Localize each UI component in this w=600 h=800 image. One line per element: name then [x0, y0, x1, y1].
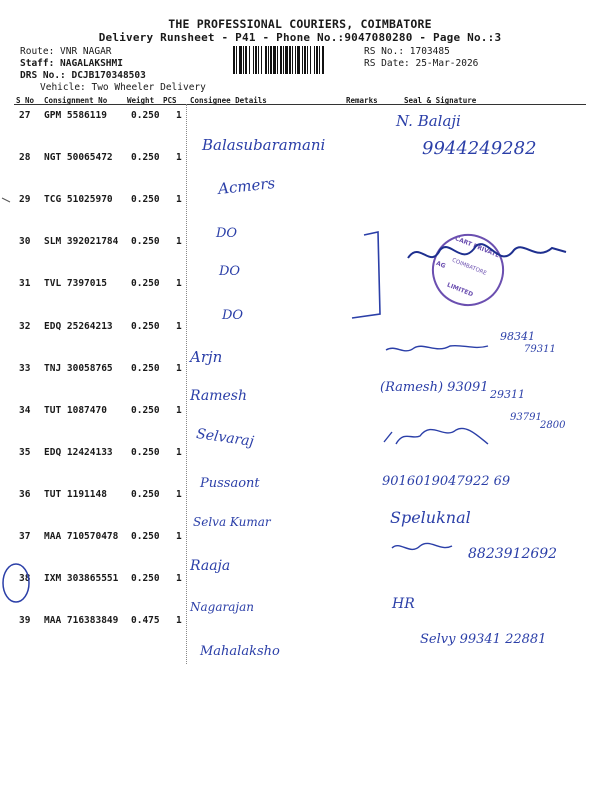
row-pcs: 1 — [176, 363, 182, 374]
row-pcs: 1 — [176, 278, 182, 289]
signature-hand: Speluknal — [390, 508, 471, 527]
signature-hand: Selvy 99341 22881 — [420, 632, 547, 647]
col-seal: Seal & Signature — [404, 96, 477, 105]
row-pcs: 1 — [176, 489, 182, 500]
consignee-hand: Acmers — [217, 174, 276, 198]
row-sno: 35 — [19, 447, 31, 458]
row-sno: 31 — [19, 278, 31, 289]
consignee-hand: DO — [216, 226, 238, 241]
signature-hand: 98341 — [500, 330, 535, 343]
signature-hand: 2800 — [540, 420, 566, 431]
col-consignee: Consignee Details — [190, 96, 267, 105]
col-weight: Weight — [127, 96, 155, 105]
row-sno: 27 — [19, 110, 31, 121]
row-consignment: IXM 303865551 — [44, 573, 119, 584]
row-consignment: NGT 50065472 — [44, 152, 113, 163]
row-consignment: TUT 1191148 — [44, 489, 107, 500]
route-label: Route: VNR NAGAR — [20, 46, 112, 57]
stamp-text-top: CART PRIVATE — [453, 235, 501, 260]
row-pcs: 1 — [176, 615, 182, 626]
signature-scribble — [384, 428, 488, 444]
row-sno: 34 — [19, 405, 31, 416]
rs-date: RS Date: 25-Mar-2026 — [364, 58, 479, 69]
consignee-hand: Arjn — [190, 348, 223, 366]
runsheet-title: Delivery Runsheet - P41 - Phone No.:9047080280 - Page No.:3 — [98, 31, 502, 44]
row-weight: 0.250 — [131, 194, 160, 205]
row-weight: 0.250 — [131, 573, 160, 584]
row-consignment: TVL 7397015 — [44, 278, 107, 289]
row-consignment: SLM 392021784 — [44, 236, 119, 247]
staff-label: Staff: NAGALAKSHMI — [20, 58, 123, 69]
row-pcs: 1 — [176, 405, 182, 416]
row-consignment: EDQ 12424133 — [44, 447, 113, 458]
col-sno: S No — [16, 96, 35, 105]
row-weight: 0.250 — [131, 531, 160, 542]
consignee-divider — [186, 104, 187, 664]
stamp-text-city: COIMBATORE — [451, 257, 488, 277]
row-weight: 0.475 — [131, 615, 160, 626]
stamp-text-side: AG — [434, 259, 447, 270]
consignee-hand: Nagarajan — [190, 600, 254, 614]
row-pcs: 1 — [176, 194, 182, 205]
row-sno: 37 — [19, 531, 31, 542]
signature-hand: HR — [392, 596, 415, 612]
consignee-hand: Raaja — [190, 558, 231, 574]
col-consignment: Consignment No — [44, 96, 108, 105]
row-weight: 0.250 — [131, 278, 160, 289]
row-pcs: 1 — [176, 110, 182, 121]
row-weight: 0.250 — [131, 405, 160, 416]
row-consignment: TCG 51025970 — [44, 194, 113, 205]
row-sno: 28 — [19, 152, 31, 163]
row-weight: 0.250 — [131, 489, 160, 500]
row-weight: 0.250 — [131, 236, 160, 247]
row-consignment: MAA 710570478 — [44, 531, 119, 542]
row-weight: 0.250 — [131, 321, 160, 332]
signature-scribble — [392, 543, 452, 549]
consignee-hand: DO — [219, 264, 241, 279]
drs-label: DRS No.: DCJB170348503 — [20, 70, 146, 81]
row-weight: 0.250 — [131, 152, 160, 163]
row-consignment: TNJ 30058765 — [44, 363, 113, 374]
col-pcs: PCS — [163, 96, 177, 105]
consignee-hand: Balasubaramani — [202, 136, 326, 154]
row-pcs: 1 — [176, 236, 182, 247]
stamp-text-bottom: LIMITED — [445, 281, 474, 299]
do-bracket — [352, 232, 380, 318]
consignee-hand: Selva Kumar — [193, 515, 271, 529]
row-pcs: 1 — [176, 573, 182, 584]
row-sno: 33 — [19, 363, 31, 374]
signature-hand: 9944249282 — [422, 138, 537, 159]
consignee-hand: DO — [222, 308, 244, 323]
signature-hand: 79311 — [524, 344, 556, 355]
consignee-hand: Pussaont — [200, 476, 260, 491]
consignee-hand: Ramesh — [190, 388, 247, 404]
row-sno: 32 — [19, 321, 31, 332]
row-pcs: 1 — [176, 321, 182, 332]
row-consignment: GPM 5586119 — [44, 110, 107, 121]
company-stamp — [421, 223, 515, 317]
rs-number: RS No.: 1703485 — [364, 46, 450, 57]
signature-hand: 29311 — [490, 388, 525, 401]
row-consignment: EDQ 25264213 — [44, 321, 113, 332]
vehicle-label: Vehicle: Two Wheeler Delivery — [40, 82, 206, 93]
row-sno: 39 — [19, 615, 31, 626]
row-pcs: 1 — [176, 152, 182, 163]
row-weight: 0.250 — [131, 363, 160, 374]
row-pcs: 1 — [176, 531, 182, 542]
signature-hand: 8823912692 — [468, 546, 558, 562]
signature-hand: 9016019047922 69 — [382, 474, 511, 489]
company-title: THE PROFESSIONAL COURIERS, COIMBATORE — [168, 17, 432, 31]
row-sno: 29 — [19, 194, 31, 205]
signature-hand: 93791 — [510, 412, 542, 423]
consignee-hand: Selvaraj — [195, 426, 255, 450]
signature-hand: (Ramesh) 93091 — [380, 380, 489, 395]
row-pcs: 1 — [176, 447, 182, 458]
signature-hand: N. Balaji — [396, 112, 461, 130]
signature-scribble — [386, 346, 488, 351]
row-sno: 36 — [19, 489, 31, 500]
row-consignment: MAA 716383849 — [44, 615, 119, 626]
margin-tick — [2, 198, 10, 202]
row-sno: 38 — [19, 573, 31, 584]
row-weight: 0.250 — [131, 110, 160, 121]
row-consignment: TUT 1087470 — [44, 405, 107, 416]
row-sno: 30 — [19, 236, 31, 247]
header-rule — [14, 104, 586, 105]
row-weight: 0.250 — [131, 447, 160, 458]
col-remarks: Remarks — [346, 96, 378, 105]
consignee-hand: Mahalaksho — [200, 644, 280, 659]
